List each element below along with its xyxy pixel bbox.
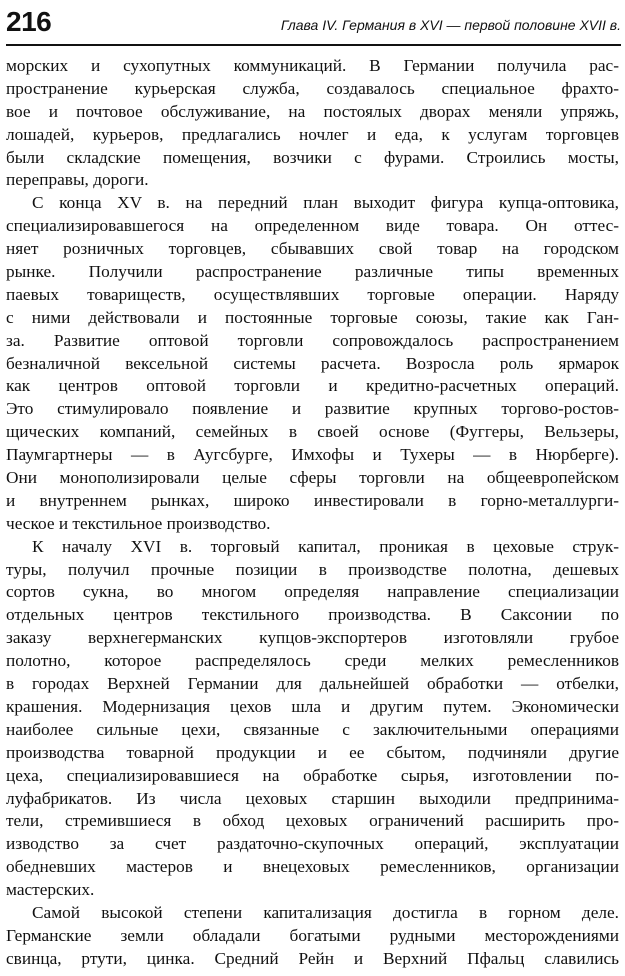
text-line: с ними действовали и постоянные торговые союзы, такие как Ган-: [6, 307, 619, 327]
paragraph-4: [6, 902, 619, 971]
text-line: Они монополизировали целые сферы торговли на общеевропейском: [6, 468, 619, 488]
text-line: К началу XVI в. торговый капитал, проникая в цеховые струк-: [32, 536, 619, 556]
text-line: и внутреннем рынках, широко инвестировали в горно-металлурги-: [6, 490, 619, 510]
text-line: няет розничных торговцев, сбывавших свой товар на городском: [6, 239, 619, 259]
text-line: производства товарной продукции и ее сбытом, подчиняли другие: [6, 742, 619, 762]
text-line: тели, стремившиеся в обход цеховых ограничений расширить про-: [6, 811, 619, 831]
text-line: Самой высокой степени капитализация достигла в горном деле.: [32, 902, 619, 922]
text-line: полотно, которое распределялось среди мелких ремесленников: [6, 651, 619, 671]
text-line: пространение курьерская служба, создавалось специальное фрахто-: [6, 78, 619, 98]
text-line: были складские помещения, возчики с фурами. Строились мосты,: [6, 147, 619, 167]
page-header: [6, 4, 621, 46]
text-line: рынке. Получили распространение различные типы временных: [6, 262, 619, 282]
text-line: в городах Верхней Германии для дальнейшей обработки — отбелки,: [6, 674, 619, 694]
text-line: морских и сухопутных коммуникаций. В Германии получила рас-: [6, 56, 619, 75]
text-line: отдельных центров текстильного производства. В Саксонии по: [6, 605, 619, 625]
text-line: лошадей, курьеров, предлагались ночлег и еда, к услугам торговцев: [6, 124, 619, 144]
body-text: [6, 55, 619, 971]
text-line: специализировавшегося на определенном виде товара. Он оттес-: [6, 216, 619, 236]
text-line: ческое и текстильное производство.: [6, 513, 271, 533]
text-line: крашения. Модернизация цехов шла и другим путем. Экономически: [6, 696, 619, 716]
text-line: мастерских.: [6, 880, 95, 900]
text-line: Паумгартнеры — в Аугсбурге, Имхофы и Тухеры — в Нюрберге).: [6, 445, 619, 465]
text-line: сортов сукна, во многом определяя направление специализации: [6, 582, 619, 602]
text-line: переправы, дороги.: [6, 170, 149, 190]
text-line: цеха, специализировавшиеся на обработке сырья, изготовлении по-: [6, 765, 619, 785]
text-line: луфабрикатов. Из числа цеховых старшин выходили предпринима-: [6, 788, 619, 808]
text-line: паевых товариществ, осуществлявших торговые операции. Наряду: [6, 284, 619, 304]
text-line: безналичной вексельной системы расчета. Возросла роль ярмарок: [6, 353, 619, 373]
text-line: Германские земли обладали богатыми рудными месторождениями: [6, 925, 619, 945]
text-line: туры, получил прочные позиции в производстве полотна, дешевых: [6, 559, 619, 579]
text-line: обедневших мастеров и внецеховых ремесленников, организации: [6, 857, 619, 877]
text-line: изводство за счет раздаточно-скупочных операций, эксплуатации: [6, 834, 619, 854]
page-number: 216: [6, 6, 52, 37]
text-line: свинца, ртути, цинка. Средний Рейн и Верхний Пфальц славились: [6, 948, 619, 968]
paragraph-2: [6, 192, 619, 535]
text-line: С конца XV в. на передний план выходит фигура купца-оптовика,: [32, 193, 619, 213]
running-head: Глава IV. Германия в XVI — первой половине XVII в.: [280, 17, 621, 33]
text-line: вое и почтовое обслуживание, на постоялых дворах меняли упряжь,: [6, 101, 619, 121]
text-line: Это стимулировало появление и развитие крупных торгово-ростов-: [6, 399, 619, 419]
paragraph-3: [6, 536, 619, 902]
text-line: заказу верхнегерманских купцов-экспортеров изготовляли грубое: [6, 628, 619, 648]
text-line: как центров оптовой торговли и кредитно-расчетных операций.: [6, 376, 619, 396]
text-line: наиболее сильные цехи, связанные с заключительными операциями: [6, 719, 619, 739]
text-line: за. Развитие оптовой торговли сопровождалось распространением: [6, 330, 619, 350]
text-line: щических компаний, семейных в своей основе (Фуггеры, Вельзеры,: [6, 422, 619, 442]
paragraph-1: [6, 55, 619, 192]
